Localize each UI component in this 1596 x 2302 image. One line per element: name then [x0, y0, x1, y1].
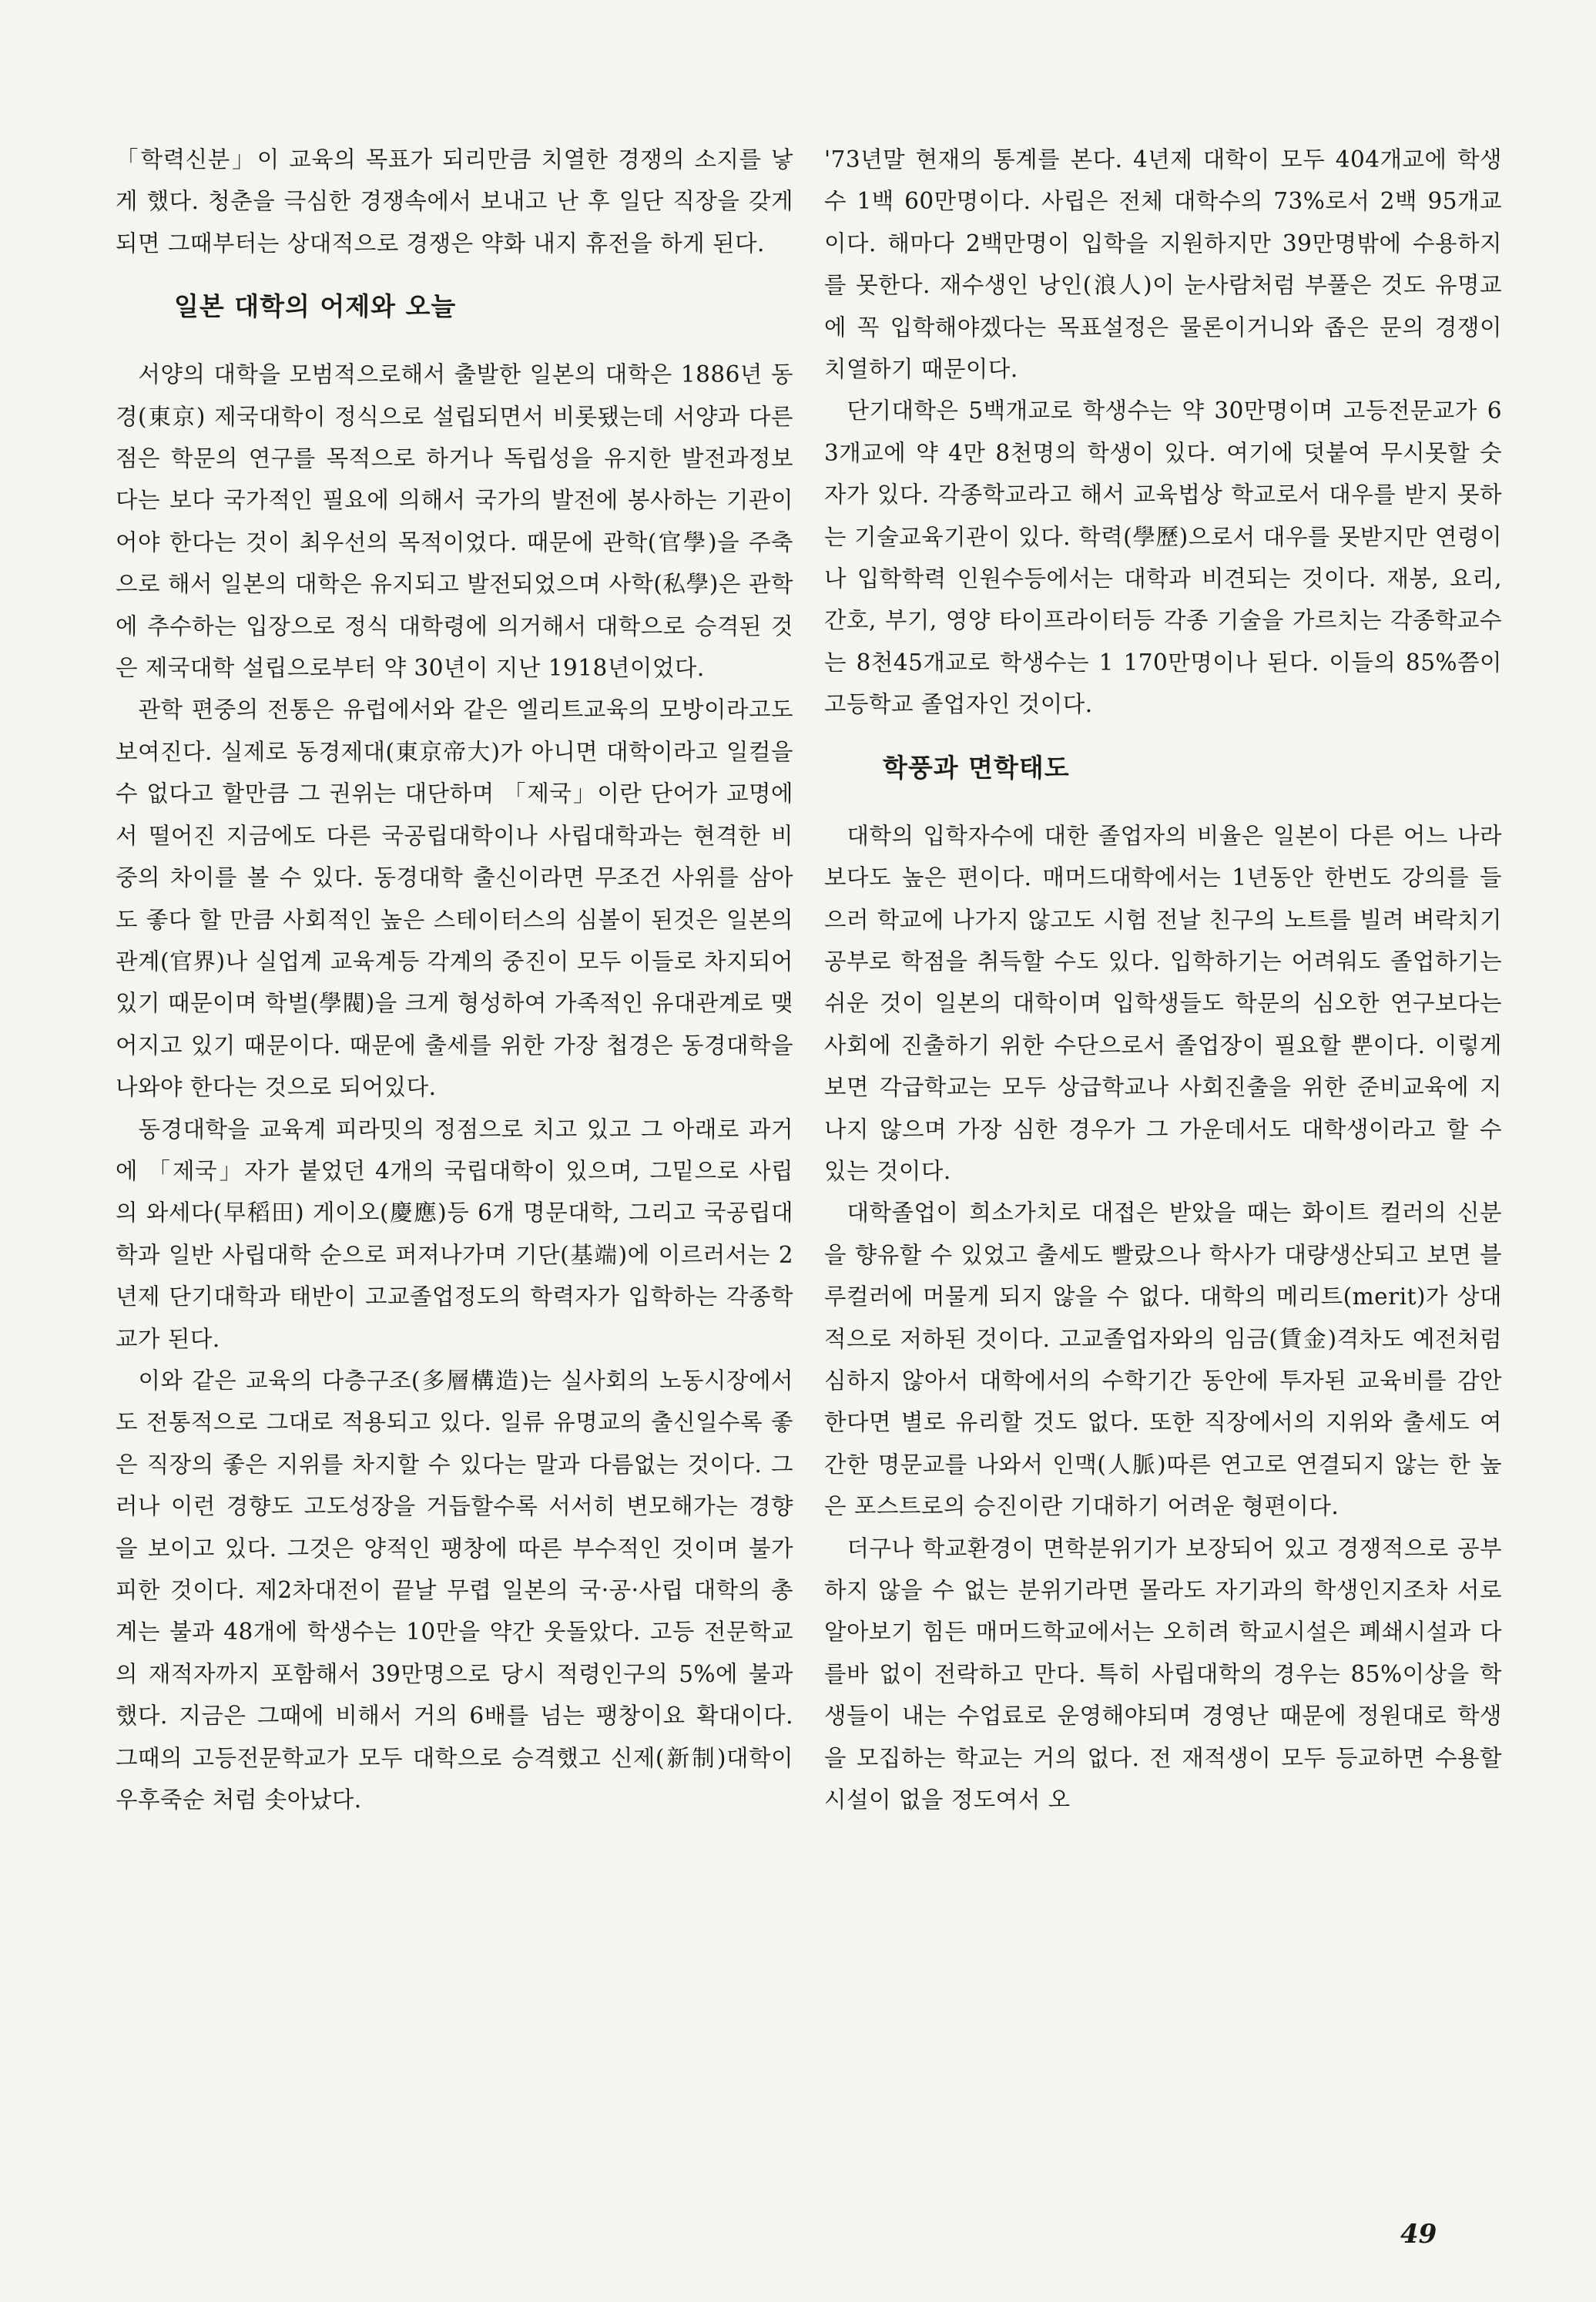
left-column [116, 139, 793, 1820]
section-heading: 학풍과 면학태도 [883, 752, 1070, 783]
paragraph: 관학 편중의 전통은 유럽에서와 같은 엘리트교육의 모방이라고도 보여진다. 실제로 동경제대(東京帝大)가 아니면 대학이라고 일컬을수 없다고 할만큼 그 권위는 대단하며 「제국」이란 단어가 교명에서 떨어진 지금에도 다른 국공립대학이나 사립대학과는 현격한 비중의 차이를 볼 수 있다. 동경대학 출신이라면 무조건 사위를 삼아도 좋다 할 만큼 사회적인 높은 스테이터스의 심볼이 된것은 일본의 관계(官界)나 실업계 교육계등 각계의 중진이 모두 이들로 차지되어 있기 때문이며 학벌(學閥)을 크게 형성하여 가족적인 유대관계로 맺어지고 있기 때문이다. 때문에 출세를 위한 가장 첩경은 동경대학을 나와야 한다는 것으로 되어있다. [116, 696, 793, 1101]
paragraph: 단기대학은 5백개교로 학생수는 약 30만명이며 고등전문교가 63개교에 약 4만 8천명의 학생이 있다. 여기에 덧붙여 무시못할 숫자가 있다. 각종학교라고 해서 교육법상 학교로서 대우를 받지 못하는 기술교육기관이 있다. 학력(學歷)으로서 대우를 못받지만 연령이나 입학학력 인원수등에서는 대학과 비견되는 것이다. 재봉, 요리, 간호, 부기, 영양 타이프라이터등 각종 기술을 가르치는 각종학교수는 8천45개교로 학생수는 1 170만명이나 된다. 이들의 85%쯤이 고등학교 졸업자인 것이다. [824, 398, 1502, 718]
paragraph: 대학의 입학자수에 대한 졸업자의 비율은 일본이 다른 어느 나라보다도 높은 편이다. 매머드대학에서는 1년동안 한번도 강의를 들으러 학교에 나가지 않고도 시험 전날 친구의 노트를 빌려 벼락치기공부로 학점을 취득할 수도 있다. 입학하기는 어려워도 졸업하기는 쉬운 것이 일본의 대학이며 입학생들도 학문의 심오한 연구보다는 사회에 진출하기 위한 수단으로서 졸업장이 필요할 뿐이다. 이렇게 보면 각급학교는 모두 상급학교나 사회진출을 위한 준비교육에 지나지 않으며 가장 심한 경우가 그 가운데서도 대학생이라고 할 수 있는 것이다. [824, 822, 1502, 1184]
paragraph: 대학졸업이 희소가치로 대접은 받았을 때는 화이트 컬러의 신분을 향유할 수 있었고 출세도 빨랐으나 학사가 대량생산되고 보면 블루컬러에 머물게 되지 않을 수 없다. 대학의 메리트(merit)가 상대적으로 저하된 것이다. 고교졸업자와의 임금(賃金)격차도 예전처럼 심하지 않아서 대학에서의 수학기간 동안에 투자된 교육비를 감안한다면 별로 유리할 것도 없다. 또한 직장에서의 지위와 출세도 여간한 명문교를 나와서 인맥(人脈)따른 연고로 연결되지 않는 한 높은 포스트로의 승진이란 기대하기 어려운 형편이다. [824, 1200, 1502, 1520]
paragraph: 서양의 대학을 모범적으로해서 출발한 일본의 대학은 1886년 동경(東京) 제국대학이 정식으로 설립되면서 비롯됐는데 서양과 다른 점은 학문의 연구를 목적으로 하거나 독립성을 유지한 발전과정보다는 보다 국가적인 필요에 의해서 국가의 발전에 봉사하는 기관이어야 한다는 것이 최우선의 목적이었다. 때문에 관학(官學)을 주축으로 해서 일본의 대학은 유지되고 발전되었으며 사학(私學)은 관학에 추수하는 입장으로 정식 대학령에 의거해서 대학으로 승격된 것은 제국대학 설립으로부터 약 30년이 지난 1918년이었다. [116, 361, 793, 682]
paragraph: 「학력신분」이 교육의 목표가 되리만큼 치열한 경쟁의 소지를 낳게 했다. 청춘을 극심한 경쟁속에서 보내고 난 후 일단 직장을 갖게 되면 그때부터는 상대적으로 경쟁은 약화 내지 휴전을 하게 된다. [116, 146, 793, 257]
paragraph: 동경대학을 교육계 피라밋의 정점으로 치고 있고 그 아래로 과거에 「제국」자가 붙었던 4개의 국립대학이 있으며, 그밑으로 사립의 와세다(早稻田) 게이오(慶應)등 6개 명문대학, 그리고 국공립대학과 일반 사립대학 순으로 퍼져나가며 기단(基端)에 이르러서는 2년제 단기대학과 태반이 고교졸업정도의 학력자가 입학하는 각종학교가 된다. [116, 1116, 793, 1352]
paragraph: 더구나 학교환경이 면학분위기가 보장되어 있고 경쟁적으로 공부하지 않을 수 없는 분위기라면 몰라도 자기과의 학생인지조차 서로 알아보기 힘든 매머드학교에서는 오히려 학교시설은 폐쇄시설과 다를바 없이 전락하고 만다. 특히 사립대학의 경우는 85%이상을 학생들이 내는 수업료로 운영해야되며 경영난 때문에 정원대로 학생을 모집하는 학교는 거의 없다. 전 재적생이 모두 등교하면 수용할 시설이 없을 정도여서 오 [824, 1535, 1502, 1814]
right-column [824, 139, 1502, 1820]
paragraph: 이와 같은 교육의 다층구조(多層構造)는 실사회의 노동시장에서도 전통적으로 그대로 적용되고 있다. 일류 유명교의 출신일수록 좋은 직장의 좋은 지위를 차지할 수 있다는 말과 다름없는 것이다. 그러나 이런 경향도 고도성장을 거듭할수록 서서히 변모해가는 경향을 보이고 있다. 그것은 양적인 팽창에 따른 부수적인 것이며 불가피한 것이다. 제2차대전이 끝날 무렵 일본의 국·공·사립 대학의 총계는 불과 48개에 학생수는 10만을 약간 웃돌았다. 고등 전문학교의 재적자까지 포함해서 39만명으로 당시 적령인구의 5%에 불과했다. 지금은 그때에 비해서 거의 6배를 넘는 팽창이요 확대이다. 그때의 고등전문학교가 모두 대학으로 승격했고 신제(新制)대학이 우후죽순 처럼 솟아났다. [116, 1367, 793, 1814]
section-heading: 일본 대학의 어제와 오늘 [174, 291, 457, 322]
page-number: 49 [1400, 2219, 1437, 2250]
paragraph: '73년말 현재의 통계를 본다. 4년제 대학이 모두 404개교에 학생수 1백 60만명이다. 사립은 전체 대학수의 73%로서 2백 95개교이다. 해마다 2백만명이 입학을 지원하지만 39만명밖에 수용하지를 못한다. 재수생인 낭인(浪人)이 눈사람처럼 부풀은 것도 유명교에 꼭 입학해야겠다는 목표설정은 물론이거니와 좁은 문의 경쟁이 치열하기 때문이다. [824, 146, 1502, 383]
